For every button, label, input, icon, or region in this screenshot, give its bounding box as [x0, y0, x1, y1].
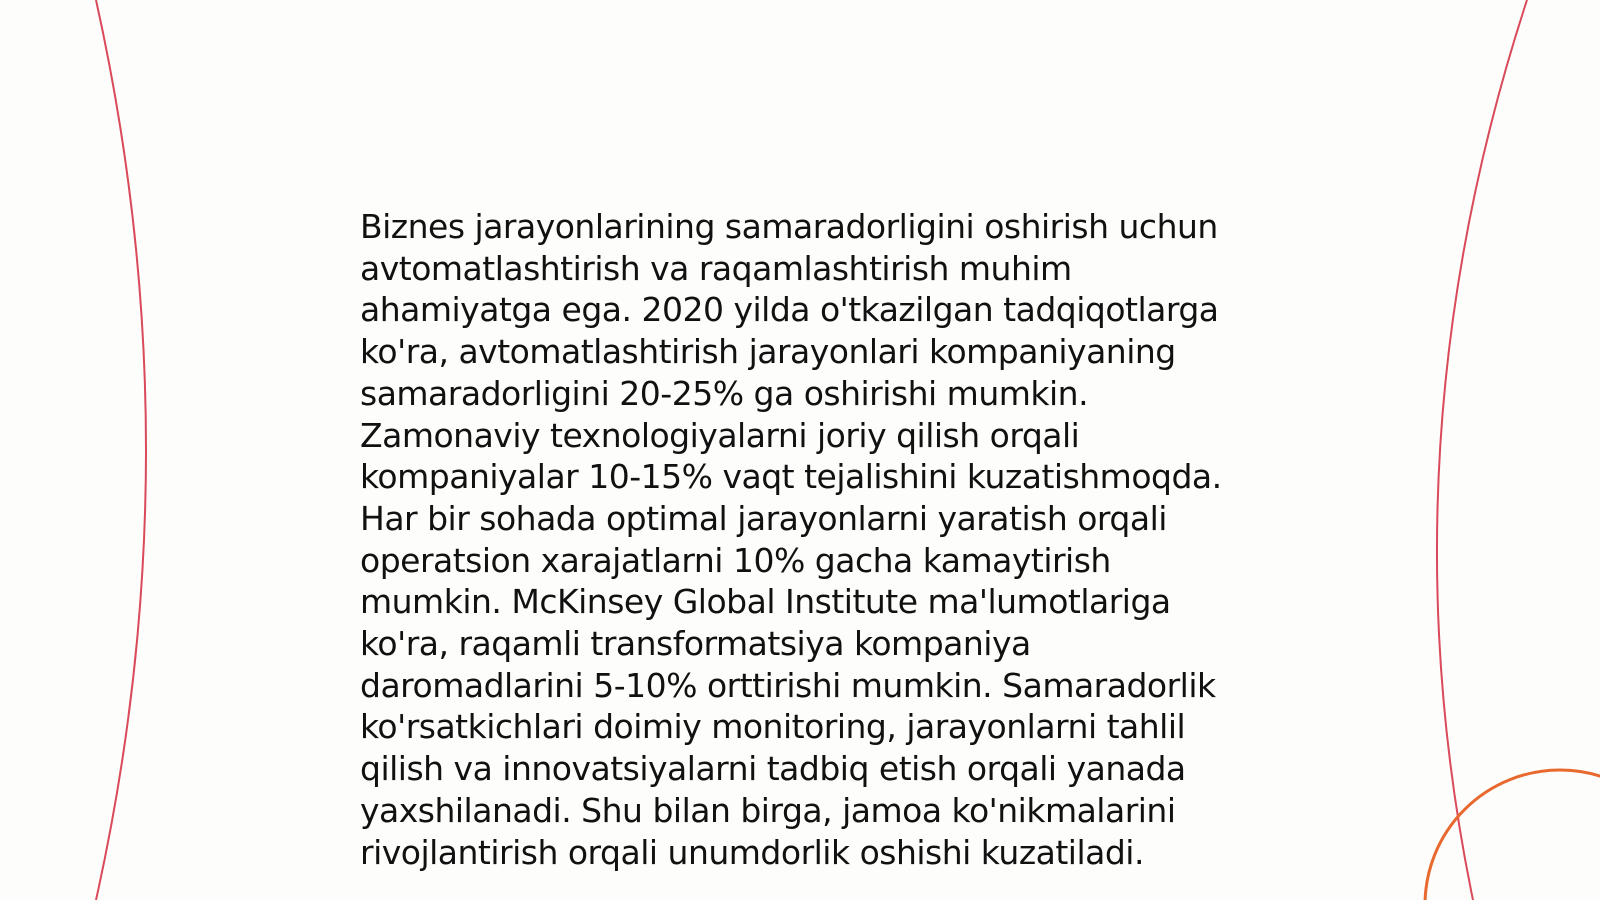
body-paragraph: Biznes jarayonlarining samaradorligini oshirish uchun avtomatlashtirish va raqamlashtirish muhim ahamiyatga ega. 2020 yilda o'tkazilgan tadqiqotlarga ko'ra, avtomatlashtirish jarayonlari kompaniyaning samaradorligini 20-25% ga oshirishi mumkin. Zamonaviy texnologiyalarni joriy qilish orqali kompaniyalar 10-15% vaqt tejalishini kuzatishmoqda. Har bir sohada optimal jarayonlarni yaratish orqali operatsion xarajatlarni 10% gacha kamaytirish mumkin. McKinsey Global Institute ma'lumotlariga ko'ra, raqamli transformatsiya kompaniya daromadlarini 5-10% orttirishi mumkin. Samaradorlik ko'rsatkichlari doimiy monitoring, jarayonlarni tahlil qilish va innovatsiyalarni tadbiq etish orqali yanada yaxshilanadi. Shu bilan birga, jamoa ko'nikmalarini rivojlantirish orqali unumdorlik oshishi kuzatiladi. [360, 207, 1222, 872]
orange-ring-decoration [1425, 770, 1600, 900]
left-curve-line [96, 0, 146, 900]
right-curve-line [1437, 0, 1527, 900]
